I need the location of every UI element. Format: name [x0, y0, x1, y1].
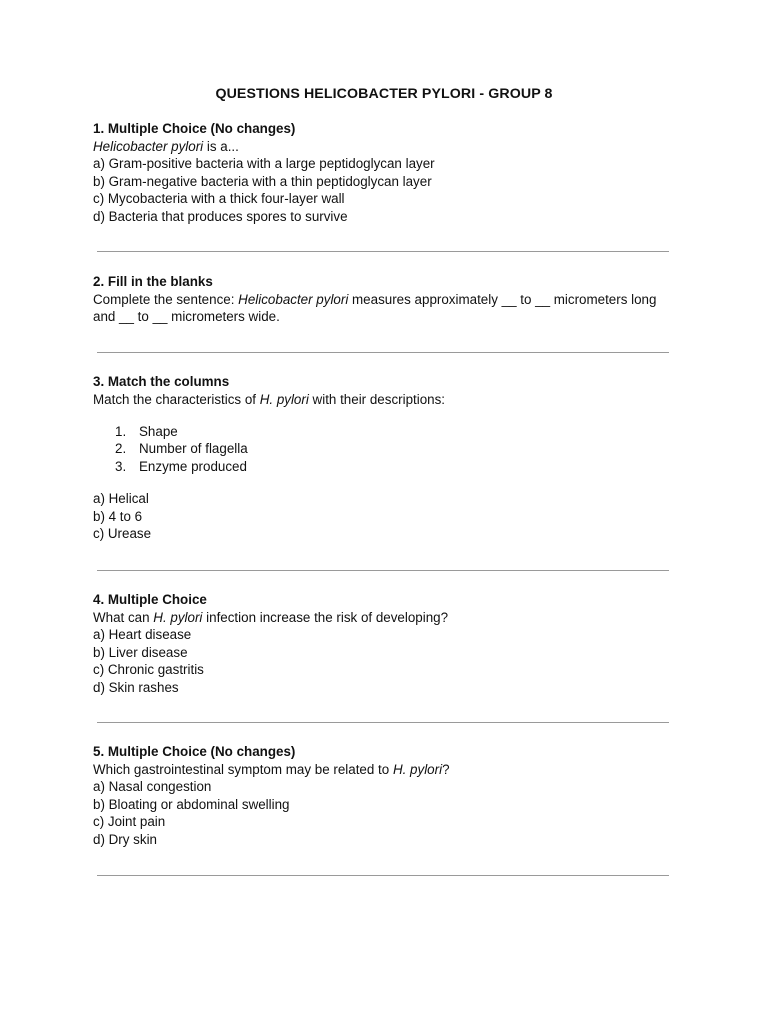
question-3-prompt-after: with their descriptions: — [308, 391, 446, 407]
question-3-heading: 3. Match the columns — [93, 374, 230, 389]
question-3 — [93, 373, 673, 543]
list-item — [93, 423, 673, 441]
question-5-prompt — [93, 761, 673, 779]
question-4 — [93, 591, 673, 697]
question-5-option-c: c) Joint pain — [93, 814, 166, 830]
question-5-heading: 5. Multiple Choice (No changes) — [93, 744, 296, 759]
question-1-prompt-italic: Helicobacter pylori — [93, 138, 204, 154]
question-5-prompt-after: ? — [442, 761, 450, 777]
list-item-text: Enzyme produced — [139, 458, 247, 474]
list-item-text: Number of flagella — [139, 441, 248, 457]
list-item — [93, 440, 673, 458]
question-3-prompt — [93, 391, 673, 409]
question-5-option-d: d) Dry skin — [93, 831, 157, 847]
question-2-heading: 2. Fill in the blanks — [93, 274, 213, 289]
question-1-option-b: b) Gram-negative bacteria with a thin peptidoglycan layer — [93, 173, 432, 189]
question-1-prompt-rest: is a... — [203, 138, 239, 154]
question-1-option-d: d) Bacteria that produces spores to survive — [93, 208, 348, 224]
list-item-text: Shape — [139, 423, 178, 439]
question-3-prompt-italic: H. pylori — [259, 391, 309, 407]
document-title: QUESTIONS HELICOBACTER PYLORI - GROUP 8 — [215, 86, 553, 102]
question-2-text-after: measures approximately __ to __ micrometers long and __ to __ micrometers wide. — [93, 291, 657, 325]
question-4-heading: 4. Multiple Choice — [93, 592, 207, 607]
question-2 — [93, 273, 673, 326]
section-divider — [97, 875, 669, 876]
question-4-prompt — [93, 609, 673, 627]
question-4-option-c: c) Chronic gastritis — [93, 662, 204, 678]
question-4-option-b: b) Liver disease — [93, 644, 188, 660]
question-3-answer-b: b) 4 to 6 — [93, 508, 143, 524]
list-item-number: 2. — [115, 441, 127, 457]
question-1-option-c: c) Mycobacteria with a thick four-layer wall — [93, 191, 345, 207]
question-3-prompt-before: Match the characteristics of — [93, 391, 260, 407]
section-divider — [97, 570, 669, 571]
question-4-prompt-before: What can — [93, 609, 154, 625]
question-5-prompt-before: Which gastrointestinal symptom may be related to — [93, 761, 393, 777]
question-4-prompt-after: infection increase the risk of developing? — [202, 609, 449, 625]
section-divider — [97, 251, 669, 252]
list-item-number: 1. — [115, 423, 127, 439]
section-divider — [97, 352, 669, 353]
question-2-text-before: Complete the sentence: — [93, 291, 239, 307]
question-1-option-a: a) Gram-positive bacteria with a large peptidoglycan layer — [93, 156, 435, 172]
question-2-text-italic: Helicobacter pylori — [238, 291, 349, 307]
question-4-option-a: a) Heart disease — [93, 627, 192, 643]
question-3-answer-a: a) Helical — [93, 490, 149, 506]
question-2-sentence — [93, 291, 673, 326]
question-5-option-a: a) Nasal congestion — [93, 779, 212, 795]
list-item-number: 3. — [115, 458, 127, 474]
question-1-prompt — [93, 138, 673, 156]
list-item — [93, 458, 673, 476]
question-5-prompt-italic: H. pylori — [392, 761, 443, 777]
question-4-prompt-italic: H. pylori — [153, 609, 203, 625]
question-4-option-d: d) Skin rashes — [93, 679, 179, 695]
question-1 — [93, 120, 673, 226]
question-3-answer-c: c) Urease — [93, 526, 152, 542]
question-5 — [93, 743, 673, 849]
section-divider — [97, 722, 669, 723]
question-3-characteristics-list — [93, 423, 673, 476]
question-5-option-b: b) Bloating or abdominal swelling — [93, 796, 290, 812]
question-1-heading: 1. Multiple Choice (No changes) — [93, 121, 296, 136]
